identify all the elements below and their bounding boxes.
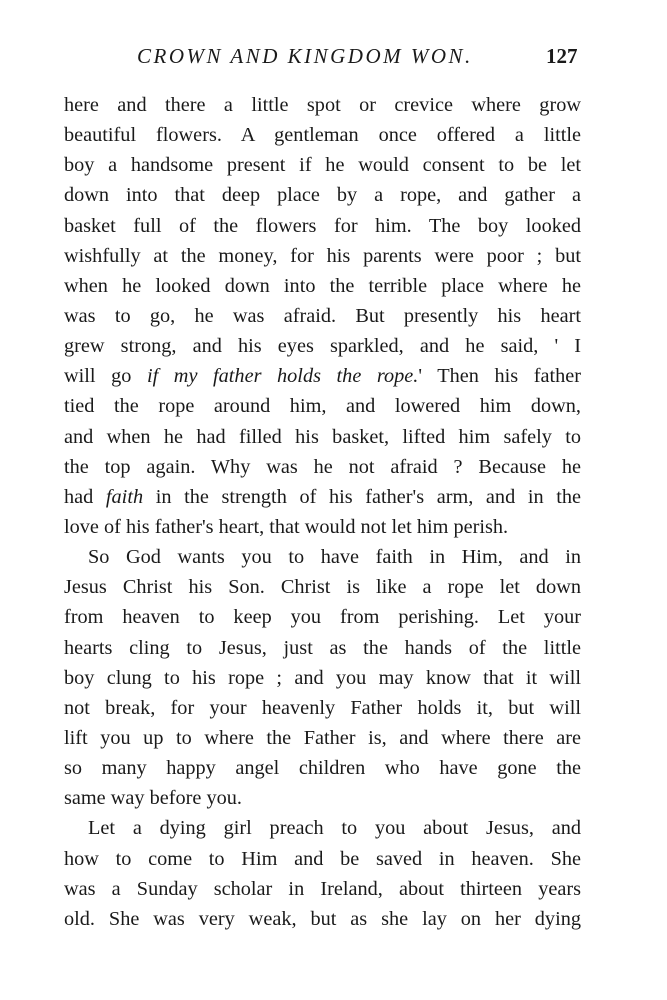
body-text	[64, 90, 581, 934]
text-run: wishfully at the money, for his parents were poor ; but	[64, 244, 581, 267]
text-line	[64, 753, 581, 783]
text-run: So God wants you to have faith in Him, and in	[88, 546, 581, 569]
text-run: in the strength of his father's arm, and in the	[143, 485, 581, 508]
text-line	[64, 241, 581, 271]
text-run: so many happy angel children who have gone the	[64, 757, 581, 780]
text-line	[64, 301, 581, 331]
text-line	[64, 904, 581, 934]
page-number: 127	[546, 44, 578, 68]
text-run: Jesus Christ his Son. Christ is like a rope let down	[64, 576, 581, 599]
text-line	[64, 723, 581, 753]
text-line	[64, 422, 581, 452]
text-run: here and there a little spot or crevice where grow	[64, 94, 581, 116]
text-run: had	[64, 485, 106, 508]
text-run: the top again. Why was he not afraid ? Because he	[64, 455, 581, 478]
text-run: will go	[64, 365, 147, 388]
text-line	[64, 271, 581, 301]
text-run: was a Sunday scholar in Ireland, about thirteen years	[64, 877, 581, 900]
text-line	[64, 783, 581, 813]
text-run: hearts cling to Jesus, just as the hands of the little	[64, 636, 581, 659]
text-line	[64, 361, 581, 391]
text-line	[64, 693, 581, 723]
text-line	[64, 512, 581, 542]
text-run: how to come to Him and be saved in heaven. She	[64, 847, 581, 870]
text-run: boy clung to his rope ; and you may know that it will	[64, 666, 581, 689]
text-line	[64, 150, 581, 180]
text-line	[64, 331, 581, 361]
text-run: ' Then his father	[418, 365, 582, 388]
text-run: Let a dying girl preach to you about Jesus, and	[88, 817, 581, 840]
italic-quote: if my father holds the rope.	[146, 365, 419, 388]
text-line	[64, 452, 581, 482]
text-run: old. She was very weak, but as she lay on her dying	[64, 907, 581, 930]
text-line	[64, 633, 581, 663]
running-head	[0, 44, 667, 78]
text-line	[64, 211, 581, 241]
text-line	[64, 542, 581, 572]
text-line	[64, 90, 581, 120]
text-line	[64, 482, 581, 512]
text-run: lift you up to where the Father is, and where there are	[64, 726, 581, 749]
text-line	[64, 663, 581, 693]
text-run: when he looked down into the terrible place where he	[64, 274, 581, 297]
text-run: grew strong, and his eyes sparkled, and he said, ' I	[64, 335, 581, 358]
text-run: same way before you.	[64, 787, 242, 810]
text-line	[64, 572, 581, 602]
text-run: love of his father's heart, that would not let him perish.	[64, 515, 509, 538]
running-title: CROWN AND KINGDOM WON.	[137, 44, 473, 68]
text-line	[64, 391, 581, 421]
text-line	[64, 120, 581, 150]
text-line	[64, 180, 581, 210]
italic-word: faith	[105, 485, 144, 508]
text-run: basket full of the flowers for him. The boy looked	[64, 214, 581, 237]
text-run: from heaven to keep you from perishing. Let your	[64, 606, 581, 629]
text-run: was to go, he was afraid. But presently his heart	[64, 304, 581, 327]
text-run: tied the rope around him, and lowered him down,	[64, 395, 581, 418]
text-run: down into that deep place by a rope, and gather a	[64, 184, 581, 207]
text-run: not break, for your heavenly Father holds it, but will	[64, 696, 581, 719]
text-run: boy a handsome present if he would consent to be let	[64, 154, 581, 177]
text-line	[64, 602, 581, 632]
text-line	[64, 813, 581, 843]
text-run: beautiful flowers. A gentleman once offered a little	[64, 124, 581, 147]
text-run: and when he had filled his basket, lifted him safely to	[64, 425, 581, 448]
text-line	[64, 874, 581, 904]
text-line	[64, 844, 581, 874]
